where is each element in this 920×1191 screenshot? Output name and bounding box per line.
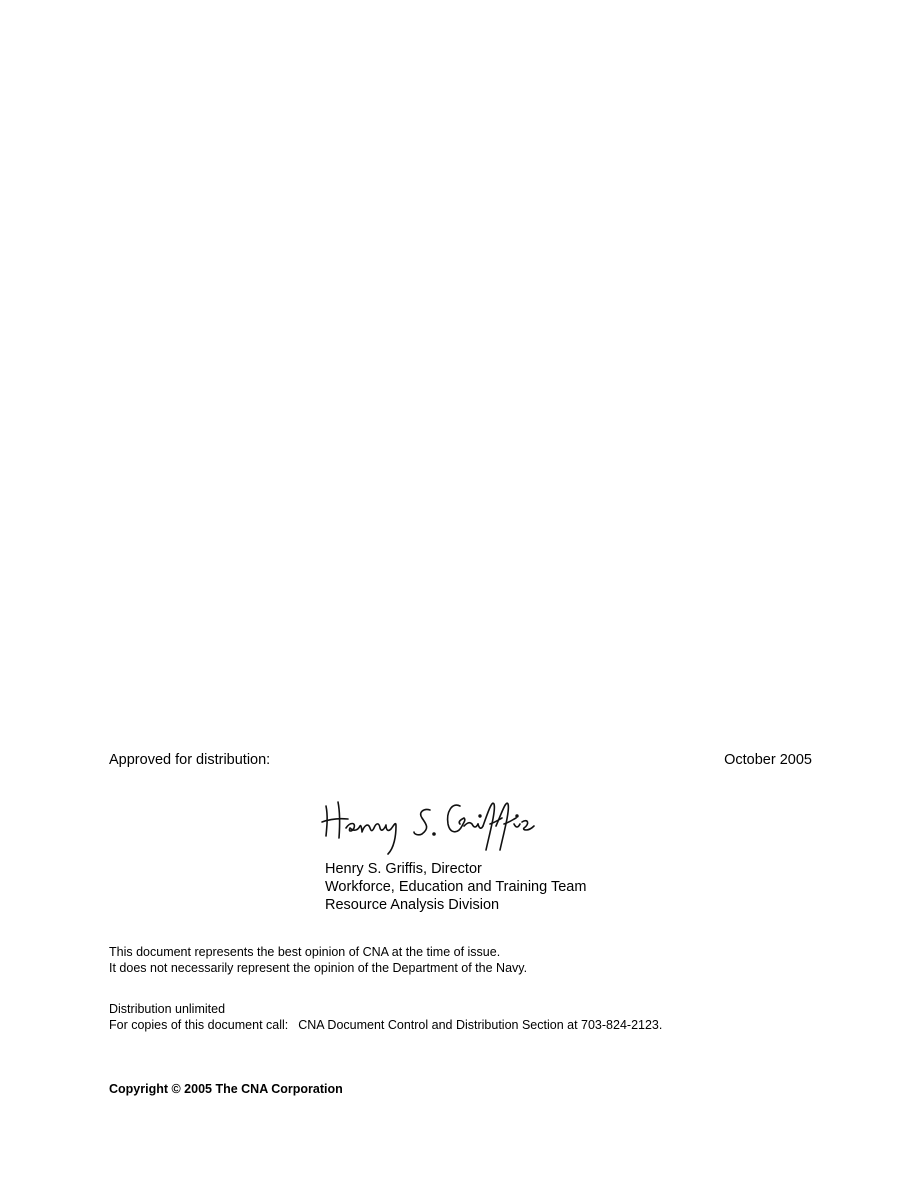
distribution-block (109, 1001, 662, 1033)
approval-label: Approved for distribution: (109, 752, 271, 768)
disclaimer-line-1: This document represents the best opinion of CNA at the time of issue. (109, 945, 501, 959)
distribution-copies-prefix: For copies of this document call: (109, 1018, 289, 1032)
signatory-block (325, 860, 586, 914)
approval-row (109, 751, 812, 769)
distribution-copies (109, 1017, 662, 1033)
handwritten-signature (318, 792, 548, 858)
copyright-notice: Copyright © 2005 The CNA Corporation (109, 1082, 343, 1096)
signatory-division: Resource Analysis Division (325, 897, 500, 913)
signatory-name-title: Henry S. Griffis, Director (325, 861, 482, 877)
disclaimer-block (109, 944, 527, 976)
distribution-status: Distribution unlimited (109, 1002, 226, 1016)
distribution-copies-contact: CNA Document Control and Distribution Section at 703-824-2123. (298, 1018, 663, 1032)
disclaimer-line-2: It does not necessarily represent the opinion of the Department of the Navy. (109, 961, 528, 975)
approval-date: October 2005 (724, 752, 812, 768)
signatory-team: Workforce, Education and Training Team (325, 879, 587, 895)
